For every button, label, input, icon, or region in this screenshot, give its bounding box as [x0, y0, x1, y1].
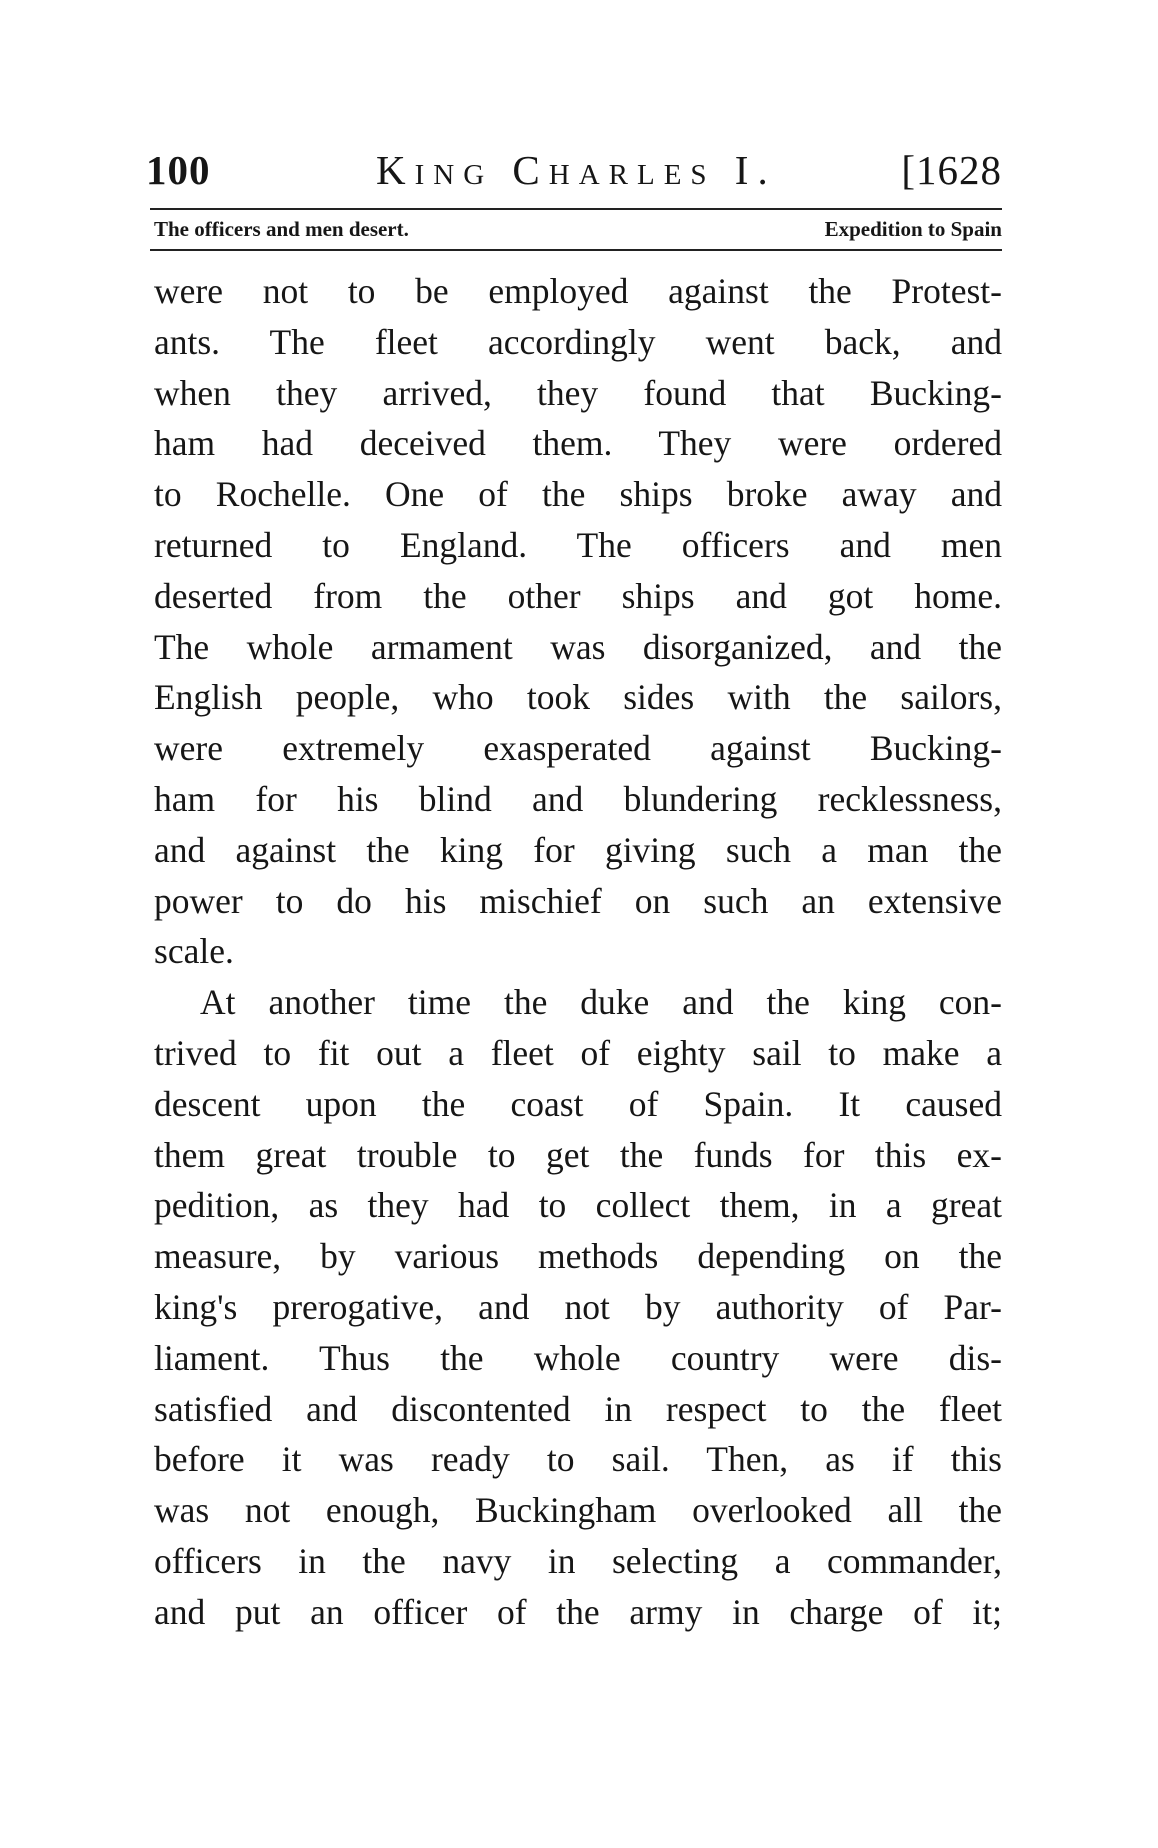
text-line: when they arrived, they found that Bucking-	[154, 372, 1002, 413]
text-line: pedition, as they had to collect them, in a great	[154, 1185, 1002, 1226]
text-line: liament. Thus the whole country were dis-	[154, 1337, 1002, 1378]
text-line: king's prerogative, and not by authority of Par-	[154, 1286, 1002, 1327]
text-line: officers in the navy in selecting a commander,	[154, 1540, 1002, 1581]
text-line: deserted from the other ships and got home.	[154, 575, 1002, 616]
text-line: satisfied and discontented in respect to the fleet	[154, 1388, 1002, 1429]
text-line: ants. The fleet accordingly went back, and	[154, 321, 1002, 362]
text-line: before it was ready to sail. Then, as if this	[154, 1439, 1002, 1480]
text-line: power to do his mischief on such an extensive	[154, 880, 1002, 921]
text-line: returned to England. The officers and men	[154, 524, 1002, 565]
text-line: At another time the duke and the king con-	[200, 982, 1002, 1023]
text-line: ham had deceived them. They were ordered	[154, 423, 1002, 464]
paragraph-1	[154, 266, 1002, 977]
text-line: were not to be employed against the Protest-	[154, 271, 1002, 311]
text-line: ham for his blind and blundering recklessness,	[154, 778, 1002, 819]
running-date: [1628	[901, 147, 1002, 193]
text-line: measure, by various methods depending on the	[154, 1236, 1002, 1277]
header-rule-bottom	[150, 249, 1002, 251]
text-line: trived to fit out a fleet of eighty sail to make a	[154, 1032, 1002, 1073]
subhead-left: The officers and men desert.	[154, 217, 409, 241]
text-line: was not enough, Buckingham overlooked all the	[154, 1490, 1002, 1531]
text-line: and against the king for giving such a man the	[154, 829, 1002, 870]
subhead-right: Expedition to Spain	[824, 217, 1002, 241]
text-line: and put an officer of the army in charge of it;	[154, 1591, 1002, 1632]
text-line: scale.	[154, 931, 234, 972]
running-title: King Charles I.	[376, 147, 777, 193]
text-line: The whole armament was disorganized, and the	[154, 626, 1002, 667]
text-line: to Rochelle. One of the ships broke away and	[154, 474, 1002, 515]
header-rule-top	[150, 208, 1002, 210]
text-line: them great trouble to get the funds for this ex-	[154, 1134, 1002, 1175]
text-line: were extremely exasperated against Bucking-	[154, 728, 1002, 769]
section-subheads	[154, 215, 1002, 245]
page-header	[146, 140, 1002, 200]
text-line: English people, who took sides with the sailors,	[154, 677, 1002, 718]
page-number: 100	[146, 147, 211, 193]
body-text	[154, 266, 1002, 1638]
text-line: descent upon the coast of Spain. It caused	[154, 1083, 1002, 1124]
paragraph-2	[154, 977, 1002, 1637]
